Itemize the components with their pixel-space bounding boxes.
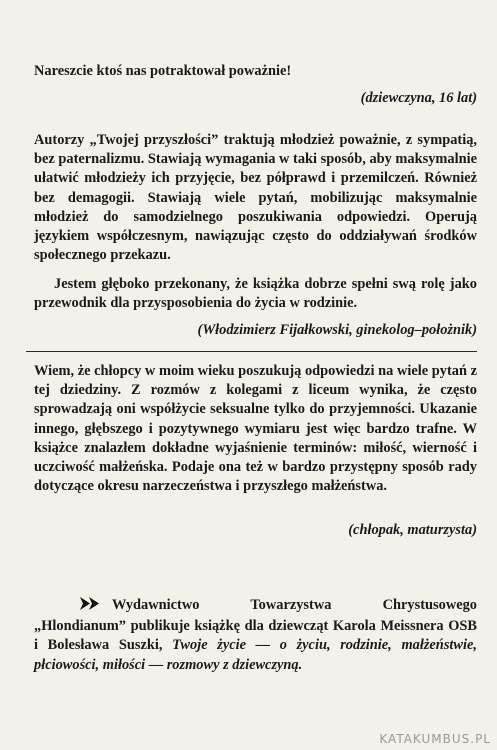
quote-3-author: (chłopak, maturzysta) <box>348 522 477 538</box>
publisher-note <box>34 596 477 675</box>
quote-3-text: Wiem, że chłopcy w moim wieku poszukują odpowiedzi na wiele pytań z tej dziedziny. Z rozmów z kolegami z liceum wynika, że często sprowadzają oni współżycie seksualne tylko do przyjemności. Ukazanie innego, głębszego i pozytywnego wymiaru jest więc bardzo trafne. W książce znalazłem dokładne wyjaśnienie terminów: miłość, wierność i uczciwość małżeńska. Podaje ona też w bardzo przystępny sposób rady dotyczące okresu narzeczeństwa i przyszłego małżeństwa. <box>34 363 477 495</box>
quote-1-author: (dziewczyna, 16 lat) <box>360 90 477 106</box>
watermark: KATAKUMBUS.PL <box>379 732 491 746</box>
publisher-note-lead: Wydawnictwo Towarzystwa Chrystusowego „Hlondianum” publikuje książkę dla dziewcząt Karola Meissnera OSB i Bolesława Suszki, <box>34 597 477 654</box>
publisher-note-book-title: Twoje życie — o życiu, rodzinie, małżeństwie, płciowości, miłości — rozmowy z dziewczyną. <box>34 637 477 673</box>
quote-2-paragraph-2: Jestem głęboko przekonany, że książka dobrze spełni swą rolę jako przewodnik dla przysposobienia do życia w rodzinie. <box>34 276 477 312</box>
quote-2-paragraph-1: Autorzy „Twojej przyszłości” traktują młodzież poważnie, z sympatią, bez paternalizmu. Stawiają wymagania w taki sposób, aby maksymalnie ułatwić młodzieży ich przyjęcie, bez półprawd i przemilczeń. Również bez demagogii. Stawiają wiele pytań, mobilizując maksymalnie młodzież do samodzielnego poszukiwania odpowiedzi. Operują językiem współczesnym, nawiązując często do oddziaływań środków społecznego przekazu. <box>34 132 477 264</box>
section-divider <box>26 351 477 352</box>
double-arrow-icon <box>80 597 102 617</box>
quote-1-text: Nareszcie ktoś nas potraktował poważnie! <box>34 63 292 79</box>
quote-2-author: (Włodzimierz Fijałkowski, ginekolog–położnik) <box>197 322 477 338</box>
